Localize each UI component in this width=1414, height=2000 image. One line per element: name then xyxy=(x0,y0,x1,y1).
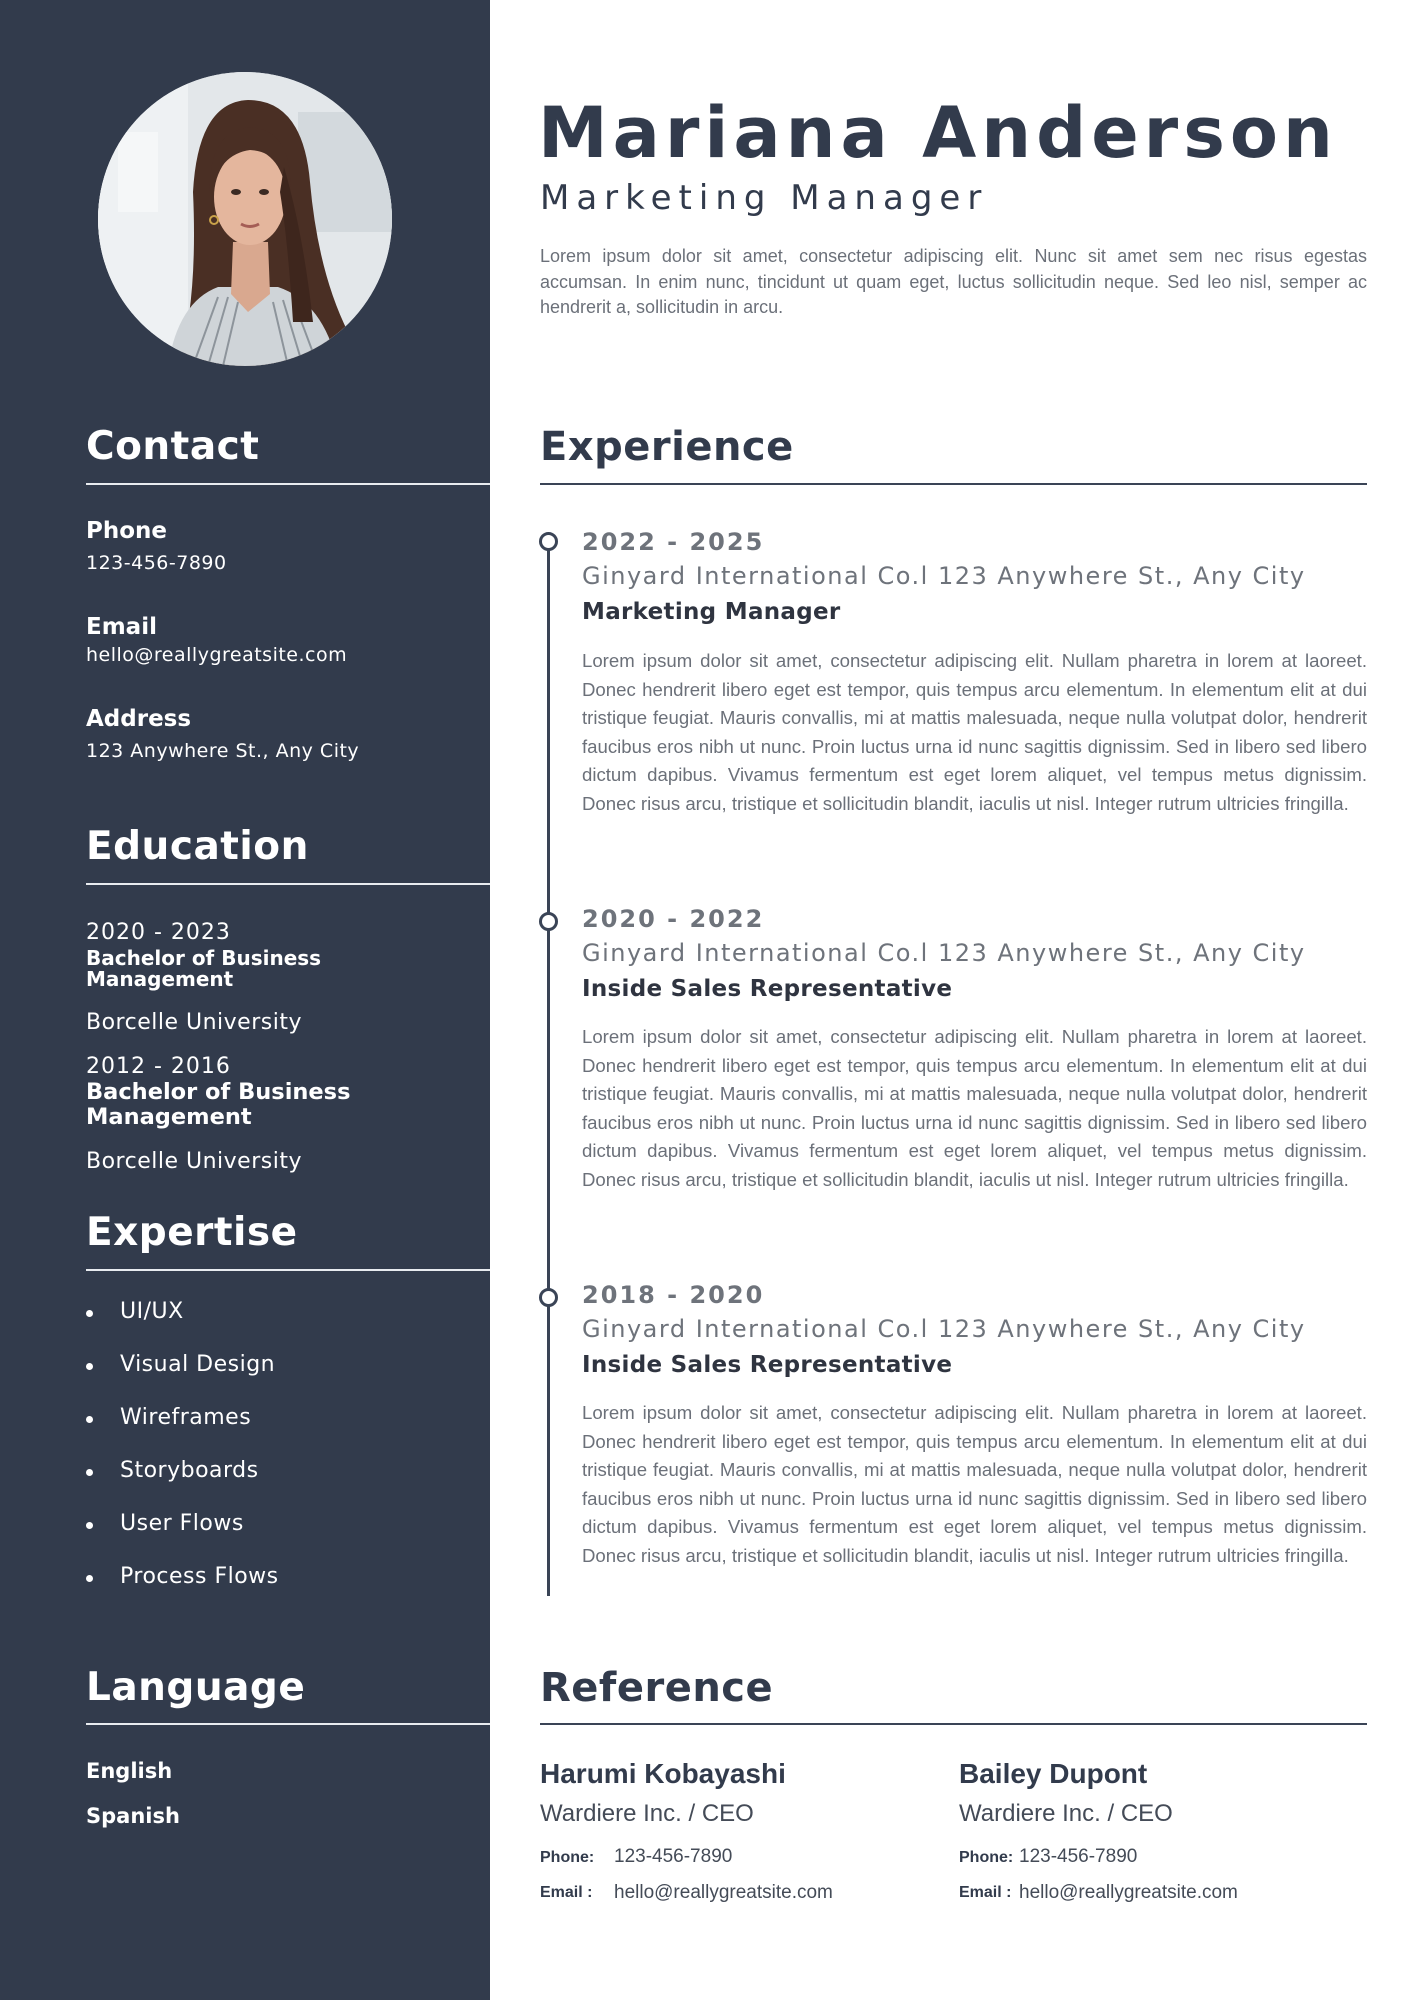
reference-org: Wardiere Inc. / CEO xyxy=(959,1800,1173,1827)
email-value: hello@reallygreatsite.com xyxy=(86,644,348,666)
timeline-node-icon xyxy=(539,1288,558,1307)
education-years: 2020 - 2023 xyxy=(86,920,231,945)
job-title: Inside Sales Representative xyxy=(582,1352,953,1378)
reference-phone: 123-456-7890 xyxy=(614,1846,733,1867)
sidebar xyxy=(0,0,490,2000)
expertise-item: Wireframes xyxy=(120,1405,252,1430)
reference-email: hello@reallygreatsite.com xyxy=(614,1882,833,1903)
expertise-item: User Flows xyxy=(120,1511,244,1536)
expertise-item: Visual Design xyxy=(120,1352,276,1377)
reference-phone-label: Phone: xyxy=(959,1849,1014,1866)
expertise-item: Storyboards xyxy=(120,1458,259,1483)
education-years: 2012 - 2016 xyxy=(86,1054,231,1079)
email-label: Email xyxy=(86,614,157,640)
timeline-node-icon xyxy=(539,532,558,551)
bullet-icon xyxy=(86,1522,93,1529)
reference-org: Wardiere Inc. / CEO xyxy=(540,1800,754,1827)
reference-phone-label: Phone: xyxy=(540,1849,595,1866)
reference-name: Harumi Kobayashi xyxy=(540,1758,786,1789)
reference-email-label: Email : xyxy=(959,1884,1012,1901)
phone-label: Phone xyxy=(86,518,168,544)
reference-name: Bailey Dupont xyxy=(959,1758,1148,1789)
experience-heading: Experience xyxy=(540,424,794,470)
list-item xyxy=(86,1404,279,1457)
education-heading: Education xyxy=(86,824,309,869)
expertise-list xyxy=(86,1298,279,1616)
expertise-item: UI/UX xyxy=(120,1299,184,1324)
bullet-icon xyxy=(86,1575,93,1582)
job-company: Ginyard International Co.l 123 Anywhere St., Any City xyxy=(582,939,1306,967)
contact-divider xyxy=(86,483,490,485)
bullet-icon xyxy=(86,1469,93,1476)
list-item xyxy=(86,1351,279,1404)
profile-photo xyxy=(98,72,392,366)
address-value: 123 Anywhere St., Any City xyxy=(86,740,360,762)
reference-phone: 123-456-7890 xyxy=(1019,1846,1138,1867)
job-company: Ginyard International Co.l 123 Anywhere St., Any City xyxy=(582,562,1306,590)
candidate-title: Marketing Manager xyxy=(540,178,989,218)
experience-divider xyxy=(540,483,1367,485)
language-heading: Language xyxy=(86,1665,306,1710)
profile-summary: Lorem ipsum dolor sit amet, consectetur adipiscing elit. Nunc sit amet sem nec risus egestas accumsan. In enim nunc, tincidunt ut quam eget, luctus sollicitudin neque. Sed leo nisl, semper ac hendrerit a, sollicitudin in arcu. xyxy=(540,246,1367,317)
reference-email: hello@reallygreatsite.com xyxy=(1019,1882,1238,1903)
reference-heading: Reference xyxy=(540,1665,774,1711)
education-divider xyxy=(86,883,490,885)
list-item xyxy=(86,1457,279,1510)
bullet-icon xyxy=(86,1363,93,1370)
bullet-icon xyxy=(86,1310,93,1317)
job-description: Lorem ipsum dolor sit amet, consectetur adipiscing elit. Nullam pharetra in lorem at laoreet. Donec hendrerit libero eget est tempor, quis tempus arcu elementum. In elementum elit at dui tristique feugiat. Mauris convallis, mi at mattis malesuada, neque nulla volutpat dolor, hendrerit faucibus eros nibh ut nunc. Proin luctus urna id nunc sagittis dignissim. Sed in libero sed libero dictum dapibus. Vivamus fermentum est eget lorem aliquet, vel tempus metus dignissim. Donec risus arcu, tristique et sollicitudin blandit, iaculis ut nisl. Integer rutrum ultricies fringilla. xyxy=(582,1026,1367,1190)
job-years: 2022 - 2025 xyxy=(582,528,765,556)
contact-heading: Contact xyxy=(86,424,260,469)
candidate-name: Mariana Anderson xyxy=(538,92,1338,174)
education-degree: Bachelor of Business Management xyxy=(86,946,322,991)
reference-email-label: Email : xyxy=(540,1884,593,1901)
phone-value: 123-456-7890 xyxy=(86,552,227,574)
bullet-icon xyxy=(86,1416,93,1423)
job-description: Lorem ipsum dolor sit amet, consectetur adipiscing elit. Nullam pharetra in lorem at laoreet. Donec hendrerit libero eget est tempor, quis tempus arcu elementum. In elementum elit at dui tristique feugiat. Mauris convallis, mi at mattis malesuada, neque nulla volutpat dolor, hendrerit faucibus eros nibh ut nunc. Proin luctus urna id nunc sagittis dignissim. Sed in libero sed libero dictum dapibus. Vivamus fermentum est eget lorem aliquet, vel tempus metus dignissim. Donec risus arcu, tristique et sollicitudin blandit, iaculis ut nisl. Integer rutrum ultricies fringilla. xyxy=(582,650,1367,814)
list-item xyxy=(86,1510,279,1563)
education-degree: Bachelor of Business Management xyxy=(86,1079,351,1130)
reference-divider xyxy=(540,1723,1367,1725)
job-title: Inside Sales Representative xyxy=(582,976,953,1002)
job-company: Ginyard International Co.l 123 Anywhere St., Any City xyxy=(582,1315,1306,1343)
timeline-line xyxy=(547,548,550,1596)
job-years: 2018 - 2020 xyxy=(582,1281,765,1309)
education-school: Borcelle University xyxy=(86,1010,302,1035)
list-item xyxy=(86,1298,279,1351)
language-divider xyxy=(86,1723,490,1725)
list-item xyxy=(86,1563,279,1616)
job-years: 2020 - 2022 xyxy=(582,905,765,933)
timeline-node-icon xyxy=(539,912,558,931)
language-item: Spanish xyxy=(86,1804,180,1828)
expertise-item: Process Flows xyxy=(120,1564,279,1589)
expertise-divider xyxy=(86,1269,490,1271)
job-title: Marketing Manager xyxy=(582,599,841,625)
expertise-heading: Expertise xyxy=(86,1210,298,1255)
education-school: Borcelle University xyxy=(86,1149,302,1174)
address-label: Address xyxy=(86,706,192,732)
language-item: English xyxy=(86,1759,173,1783)
job-description: Lorem ipsum dolor sit amet, consectetur adipiscing elit. Nullam pharetra in lorem at laoreet. Donec hendrerit libero eget est tempor, quis tempus arcu elementum. In elementum elit at dui tristique feugiat. Mauris convallis, mi at mattis malesuada, neque nulla volutpat dolor, hendrerit faucibus eros nibh ut nunc. Proin luctus urna id nunc sagittis dignissim. Sed in libero sed libero dictum dapibus. Vivamus fermentum est eget lorem aliquet, vel tempus metus dignissim. Donec risus arcu, tristique et sollicitudin blandit, iaculis ut nisl. Integer rutrum ultricies fringilla. xyxy=(582,1402,1367,1566)
